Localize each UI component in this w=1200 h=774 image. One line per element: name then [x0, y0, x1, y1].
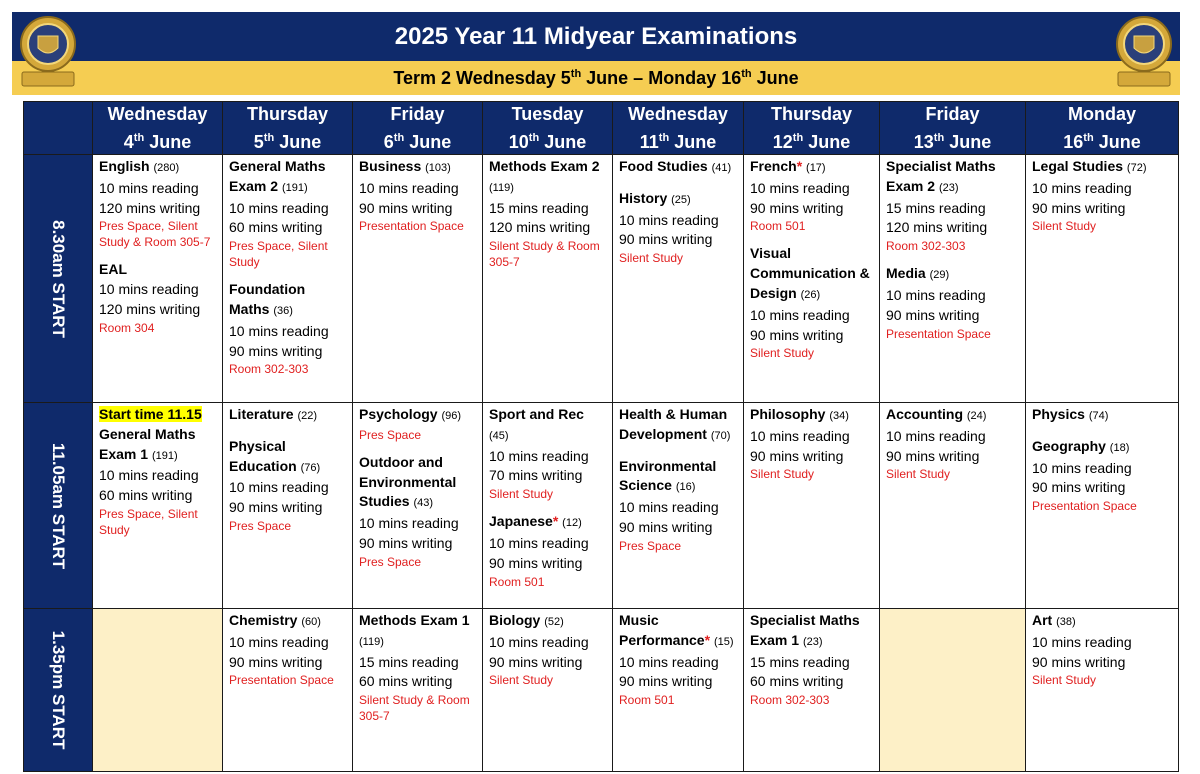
exam-subject: Business	[359, 158, 422, 174]
day-month: June	[544, 132, 587, 152]
exam-room: Silent Study	[1032, 219, 1097, 234]
exam-subject: History	[619, 189, 668, 206]
exam-block	[1032, 437, 1172, 514]
exam-duration: 90 mins writing	[229, 653, 323, 670]
timeslot-label-text: 8.30am START	[49, 219, 68, 338]
exam-cell	[353, 155, 483, 403]
student-count: (29)	[929, 269, 950, 282]
exam-timetable	[23, 101, 1179, 772]
exam-duration: 10 mins reading	[619, 653, 719, 670]
student-count: (96)	[441, 410, 462, 422]
exam-cell	[1026, 403, 1179, 609]
student-count: (18)	[1109, 441, 1130, 454]
title-bar	[12, 12, 1180, 61]
exam-room: Room 302-303	[886, 239, 966, 254]
exam-subject: Accounting	[886, 406, 963, 422]
exam-cell	[744, 155, 880, 403]
exam-cell	[744, 609, 880, 772]
exam-cell	[880, 155, 1026, 403]
exam-room: Room 302-303	[229, 362, 309, 377]
day-name: Friday	[925, 104, 980, 124]
exam-block	[99, 260, 216, 335]
exam-cell	[744, 403, 880, 609]
student-count: (17)	[806, 162, 826, 174]
student-count: (34)	[829, 410, 849, 422]
exam-room: Silent Study	[1032, 673, 1097, 688]
day-name: Thursday	[770, 104, 853, 124]
exam-block	[1032, 405, 1172, 427]
day-month: June	[674, 132, 717, 152]
exam-room: Presentation Space	[359, 219, 464, 234]
exam-duration: 10 mins reading	[750, 306, 850, 323]
day-number: 11	[639, 132, 659, 152]
exam-room: Pres Space, Silent Study	[99, 506, 198, 537]
exam-cell	[613, 609, 744, 772]
school-crest-icon	[1112, 14, 1176, 92]
exam-subject: Food Studies	[619, 158, 708, 174]
exam-subject: French	[750, 158, 797, 174]
exam-subject: Legal Studies	[1032, 158, 1124, 174]
exam-block	[619, 457, 737, 554]
exam-duration: 10 mins reading	[619, 211, 719, 228]
day-number: 12	[772, 132, 793, 152]
exam-subject: General Maths Exam 2	[229, 158, 326, 194]
exam-duration: 90 mins writing	[1032, 653, 1126, 670]
exam-duration: 60 mins writing	[750, 673, 844, 690]
exam-subject: Music Performance	[619, 612, 705, 648]
day-suffix: th	[1083, 132, 1094, 144]
exam-block	[229, 280, 346, 377]
student-count: (43)	[413, 497, 434, 510]
student-count: (23)	[802, 635, 823, 648]
oral-marker: *	[552, 513, 559, 530]
student-count: (26)	[800, 288, 821, 301]
exam-room: Room 302-303	[750, 693, 830, 708]
exam-duration: 15 mins reading	[359, 653, 459, 670]
exam-subject: Media	[886, 265, 926, 282]
student-count: (70)	[710, 429, 731, 442]
exam-block	[619, 405, 737, 447]
student-count: (24)	[966, 410, 987, 422]
exam-block	[886, 405, 1019, 482]
student-count: (16)	[675, 481, 696, 494]
exam-duration: 60 mins writing	[99, 487, 193, 504]
exam-block	[750, 157, 873, 234]
exam-room: Pres Space	[619, 538, 682, 553]
exam-duration: 120 mins writing	[489, 219, 591, 236]
header-banner	[12, 12, 1180, 88]
exam-duration: 10 mins reading	[1032, 459, 1132, 476]
day-name: Wednesday	[107, 104, 208, 124]
corner-cell	[24, 102, 93, 155]
exam-room: Presentation Space	[229, 673, 334, 688]
exam-block	[750, 405, 873, 482]
day-suffix: th	[933, 132, 945, 144]
timeslot-row	[24, 403, 1179, 609]
exam-room: Pres Space	[359, 427, 422, 442]
exam-duration: 90 mins writing	[619, 673, 713, 690]
exam-duration: 90 mins writing	[886, 447, 980, 464]
exam-subject: Health & Human Development	[619, 406, 728, 442]
day-header	[1026, 102, 1179, 155]
exam-duration: 10 mins reading	[750, 427, 850, 444]
exam-block	[99, 405, 216, 538]
exam-subject: Foundation Maths	[229, 281, 306, 317]
student-count: (60)	[301, 616, 321, 628]
day-header	[93, 102, 223, 155]
exam-duration: 10 mins reading	[229, 479, 329, 496]
exam-duration: 10 mins reading	[99, 179, 199, 196]
day-name: Monday	[1067, 104, 1136, 124]
exam-duration: 10 mins reading	[359, 515, 459, 532]
exam-duration: 15 mins reading	[750, 653, 850, 670]
exam-duration: 90 mins writing	[1032, 199, 1126, 216]
day-header	[483, 102, 613, 155]
timeslot-label	[24, 403, 93, 609]
oral-marker: *	[704, 631, 711, 648]
exam-block	[229, 437, 346, 534]
exam-subject: Chemistry	[229, 612, 298, 628]
exam-cell	[353, 403, 483, 609]
exam-subject: Methods Exam 1	[359, 612, 470, 628]
exam-block	[229, 157, 346, 270]
student-count: (25)	[671, 193, 691, 206]
exam-cell	[93, 155, 223, 403]
student-count: (191)	[151, 449, 178, 462]
exam-block	[619, 189, 737, 266]
exam-duration: 90 mins writing	[359, 199, 453, 216]
exam-room: Pres Space, Silent Study	[229, 239, 328, 270]
day-name: Friday	[390, 104, 445, 124]
exam-cell	[483, 155, 613, 403]
day-header	[744, 102, 880, 155]
student-count: (15)	[713, 635, 734, 648]
exam-duration: 10 mins reading	[489, 534, 589, 551]
day-number: 5	[253, 132, 264, 152]
day-number: 13	[913, 132, 934, 152]
exam-duration: 10 mins reading	[1032, 633, 1132, 650]
day-number: 16	[1063, 132, 1084, 152]
exam-block	[619, 611, 737, 708]
exam-room: Room 501	[489, 574, 545, 589]
exam-subject: Physical Education	[229, 437, 297, 474]
exam-block	[489, 512, 606, 589]
exam-subject: Philosophy	[750, 406, 826, 422]
exam-subject: Japanese	[489, 513, 553, 530]
day-month: June	[279, 132, 322, 152]
exam-block	[750, 244, 873, 361]
exam-cell	[613, 403, 744, 609]
exam-duration: 90 mins writing	[619, 231, 713, 248]
student-count: (191)	[281, 181, 308, 194]
day-header	[223, 102, 353, 155]
exam-room: Presentation Space	[886, 326, 991, 341]
timeslot-row	[24, 155, 1179, 403]
day-suffix: th	[528, 132, 540, 144]
exam-duration: 70 mins writing	[489, 467, 583, 484]
exam-duration: 90 mins writing	[489, 554, 583, 571]
exam-room: Silent Study	[750, 346, 815, 361]
exam-duration: 90 mins writing	[229, 499, 323, 516]
day-suffix: th	[133, 132, 145, 144]
exam-block	[359, 157, 476, 234]
exam-block	[886, 264, 1019, 341]
exam-block	[1032, 157, 1172, 234]
exam-duration: 10 mins reading	[489, 447, 589, 464]
exam-duration: 90 mins writing	[1032, 479, 1126, 496]
exam-cell	[483, 403, 613, 609]
exam-duration: 15 mins reading	[886, 199, 986, 216]
day-name: Wednesday	[628, 104, 728, 124]
page-subtitle: Term 2 Wednesday 5th June – Monday 16th June	[393, 67, 799, 88]
exam-room: Silent Study	[619, 251, 684, 266]
exam-subject: Specialist Maths Exam 2	[886, 158, 996, 194]
student-count: (76)	[300, 461, 321, 474]
exam-room: Room 501	[750, 219, 806, 234]
oral-marker: *	[796, 158, 803, 174]
exam-cell	[223, 609, 353, 772]
exam-block	[489, 405, 606, 502]
start-time-note: Start time 11.15	[99, 406, 202, 422]
exam-subject: Specialist Maths Exam 1	[750, 612, 860, 648]
subtitle-bar	[12, 61, 1180, 95]
exam-room: Presentation Space	[1032, 499, 1137, 514]
exam-cell	[223, 155, 353, 403]
empty-cell	[93, 609, 223, 772]
day-header	[613, 102, 744, 155]
school-crest-icon	[16, 14, 80, 92]
exam-subject: Environmental Science	[619, 457, 717, 494]
exam-block	[229, 405, 346, 427]
exam-duration: 90 mins writing	[359, 534, 453, 551]
day-suffix: th	[658, 132, 670, 144]
exam-subject: General Maths Exam 1	[99, 425, 196, 462]
timeslot-label-text: 1.35pm START	[49, 630, 68, 750]
exam-room: Silent Study & Room 305-7	[489, 239, 600, 270]
exam-subject: Literature	[229, 406, 294, 422]
exam-block	[359, 405, 476, 443]
exam-duration: 90 mins writing	[229, 342, 323, 359]
exam-duration: 10 mins reading	[750, 179, 850, 196]
exam-subject: Psychology	[359, 406, 438, 422]
exam-subject: English	[99, 158, 150, 174]
exam-block	[489, 157, 606, 270]
day-month: June	[1098, 132, 1141, 152]
day-header	[880, 102, 1026, 155]
exam-duration: 10 mins reading	[229, 199, 329, 216]
exam-block	[99, 157, 216, 250]
day-number: 4	[123, 132, 134, 152]
exam-block	[619, 157, 737, 179]
exam-duration: 15 mins reading	[489, 199, 589, 216]
student-count: (23)	[938, 181, 959, 194]
exam-duration: 10 mins reading	[229, 322, 329, 339]
empty-cell	[880, 609, 1026, 772]
exam-block	[359, 611, 476, 724]
day-month: June	[808, 132, 851, 152]
exam-cell	[880, 403, 1026, 609]
timeslot-row	[24, 609, 1179, 772]
day-month: June	[949, 132, 992, 152]
exam-cell	[93, 403, 223, 609]
day-name: Thursday	[246, 104, 329, 124]
exam-duration: 10 mins reading	[229, 633, 329, 650]
exam-duration: 120 mins writing	[99, 199, 201, 216]
exam-duration: 90 mins writing	[619, 518, 713, 535]
exam-room: Pres Space	[229, 518, 292, 533]
day-month: June	[149, 132, 192, 152]
student-count: (74)	[1088, 410, 1109, 422]
exam-room: Silent Study	[489, 673, 554, 688]
exam-duration: 90 mins writing	[750, 326, 844, 343]
student-count: (280)	[153, 162, 180, 174]
exam-room: Pres Space, Silent Study & Room 305-7	[99, 219, 211, 250]
exam-duration: 10 mins reading	[489, 633, 589, 650]
exam-block	[1032, 611, 1172, 688]
exam-subject: Biology	[489, 612, 541, 628]
day-suffix: th	[792, 132, 804, 144]
day-suffix: th	[263, 132, 275, 144]
exam-block	[359, 453, 476, 570]
exam-block	[886, 157, 1019, 254]
exam-room: Silent Study	[750, 467, 815, 482]
student-count: (119)	[489, 181, 514, 194]
exam-subject: EAL	[99, 261, 127, 278]
exam-cell	[1026, 609, 1179, 772]
exam-room: Room 304	[99, 320, 155, 335]
exam-subject: Geography	[1032, 437, 1106, 454]
exam-subject: Outdoor and Environmental Studies	[359, 453, 457, 510]
day-number: 6	[383, 132, 394, 152]
student-count: (12)	[562, 517, 582, 530]
exam-duration: 10 mins reading	[359, 179, 459, 196]
student-count: (52)	[544, 616, 564, 628]
exam-room: Silent Study	[489, 487, 554, 502]
student-count: (119)	[359, 635, 384, 648]
day-name: Tuesday	[511, 104, 584, 124]
exam-duration: 60 mins writing	[229, 219, 323, 236]
student-count: (41)	[711, 162, 732, 174]
day-header	[353, 102, 483, 155]
exam-duration: 60 mins writing	[359, 673, 453, 690]
timeslot-label	[24, 155, 93, 403]
exam-subject: Visual Communication & Design	[750, 245, 870, 301]
exam-duration: 120 mins writing	[886, 219, 988, 236]
exam-subject: Methods Exam 2	[489, 158, 600, 174]
exam-duration: 10 mins reading	[1032, 179, 1132, 196]
timeslot-label	[24, 609, 93, 772]
exam-block	[229, 611, 346, 688]
exam-duration: 10 mins reading	[619, 499, 719, 516]
exam-room: Silent Study & Room 305-7	[359, 693, 470, 724]
exam-block	[489, 611, 606, 688]
exam-room: Pres Space	[359, 554, 422, 569]
exam-cell	[483, 609, 613, 772]
exam-duration: 90 mins writing	[750, 199, 844, 216]
exam-subject: Physics	[1032, 406, 1085, 422]
day-month: June	[409, 132, 452, 152]
exam-duration: 90 mins writing	[750, 447, 844, 464]
exam-cell	[1026, 155, 1179, 403]
exam-duration: 90 mins writing	[489, 653, 583, 670]
page-title: 2025 Year 11 Midyear Examinations	[394, 22, 798, 50]
exam-subject: Sport and Rec	[489, 406, 584, 422]
timeslot-label-text: 11.05am START	[49, 442, 68, 569]
day-suffix: th	[393, 132, 405, 144]
student-count: (36)	[273, 304, 293, 317]
exam-room: Room 501	[619, 693, 675, 708]
exam-duration: 10 mins reading	[886, 286, 986, 303]
exam-cell	[223, 403, 353, 609]
exam-duration: 10 mins reading	[99, 281, 199, 298]
student-count: (22)	[297, 410, 318, 422]
exam-duration: 120 mins writing	[99, 300, 201, 317]
exam-block	[750, 611, 873, 708]
exam-duration: 10 mins reading	[886, 427, 986, 444]
student-count: (72)	[1126, 162, 1147, 174]
day-number: 10	[508, 132, 529, 152]
day-header-row	[24, 102, 1179, 155]
exam-cell	[613, 155, 744, 403]
student-count: (38)	[1056, 616, 1076, 628]
exam-subject: Art	[1032, 612, 1053, 628]
exam-room: Silent Study	[886, 467, 951, 482]
exam-cell	[353, 609, 483, 772]
student-count: (103)	[425, 162, 451, 174]
exam-duration: 10 mins reading	[99, 467, 199, 484]
student-count: (45)	[489, 429, 509, 442]
exam-duration: 90 mins writing	[886, 306, 980, 323]
